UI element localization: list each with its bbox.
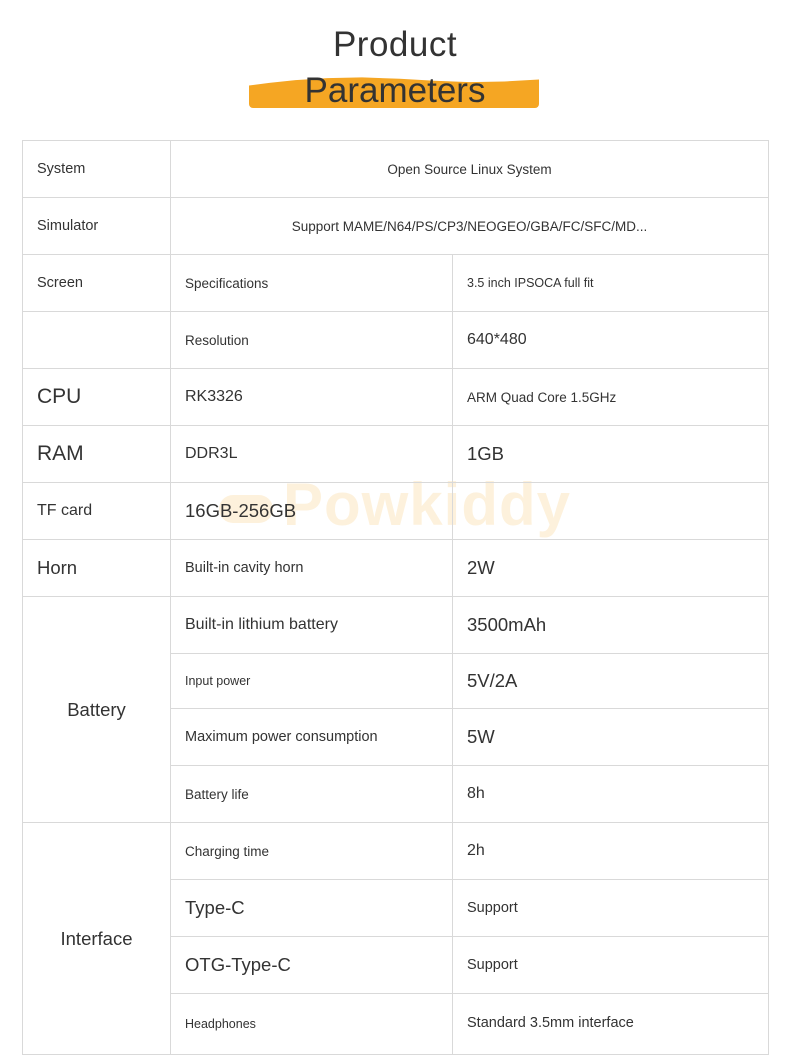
row-sublabel: Headphones [171, 994, 453, 1055]
row-value: 3500mAh [453, 597, 769, 654]
row-sublabel: Battery life [171, 766, 453, 823]
row-sublabel: Maximum power consumption [171, 709, 453, 766]
table-row [23, 823, 769, 880]
table-row [23, 540, 769, 597]
table-row [23, 141, 769, 198]
row-value: Support [453, 880, 769, 937]
row-sublabel: Built-in cavity horn [171, 540, 453, 597]
row-sublabel: Charging time [171, 823, 453, 880]
row-value: Standard 3.5mm interface [453, 994, 769, 1055]
row-label [23, 312, 171, 369]
row-label: Screen [23, 255, 171, 312]
row-sublabel: OTG-Type-C [171, 937, 453, 994]
row-label: CPU [23, 369, 171, 426]
table-row [23, 369, 769, 426]
table-row [23, 198, 769, 255]
row-label: Simulator [23, 198, 171, 255]
row-value: 5V/2A [453, 654, 769, 709]
page-header [0, 0, 790, 140]
row-value: 2h [453, 823, 769, 880]
row-value: Open Source Linux System [171, 141, 769, 198]
row-value: 2W [453, 540, 769, 597]
watermark-text: Powkiddy [282, 471, 572, 538]
row-sublabel: Type-C [171, 880, 453, 937]
row-sublabel: 16GB-256GB [171, 483, 453, 540]
row-sublabel: DDR3L [171, 426, 453, 483]
row-value: 3.5 inch IPSOCA full fit [453, 255, 769, 312]
row-label: Horn [23, 540, 171, 597]
row-value: Support [453, 937, 769, 994]
row-label: System [23, 141, 171, 198]
page-title-line-2: Parameters [304, 71, 486, 110]
table-row [23, 426, 769, 483]
row-label: RAM [23, 426, 171, 483]
row-value: ARM Quad Core 1.5GHz [453, 369, 769, 426]
page-title [0, 24, 790, 66]
row-value [453, 483, 769, 540]
row-value: Support MAME/N64/PS/CP3/NEOGEO/GBA/FC/SFC/MD... [171, 198, 769, 255]
row-value: 640*480 [453, 312, 769, 369]
product-parameters-table [22, 140, 769, 1055]
row-label: TF card [23, 483, 171, 540]
row-sublabel: Resolution [171, 312, 453, 369]
table-row [23, 312, 769, 369]
page-title-line-1: Product [332, 25, 458, 64]
row-sublabel: Built-in lithium battery [171, 597, 453, 654]
row-sublabel: Input power [171, 654, 453, 709]
row-label: Interface [23, 823, 171, 1055]
row-value: 8h [453, 766, 769, 823]
row-sublabel: RK3326 [171, 369, 453, 426]
table-row [23, 483, 769, 540]
row-value: 1GB [453, 426, 769, 483]
row-sublabel: Specifications [171, 255, 453, 312]
table-row [23, 597, 769, 654]
table-row [23, 255, 769, 312]
row-value: 5W [453, 709, 769, 766]
row-label: Battery [23, 597, 171, 823]
